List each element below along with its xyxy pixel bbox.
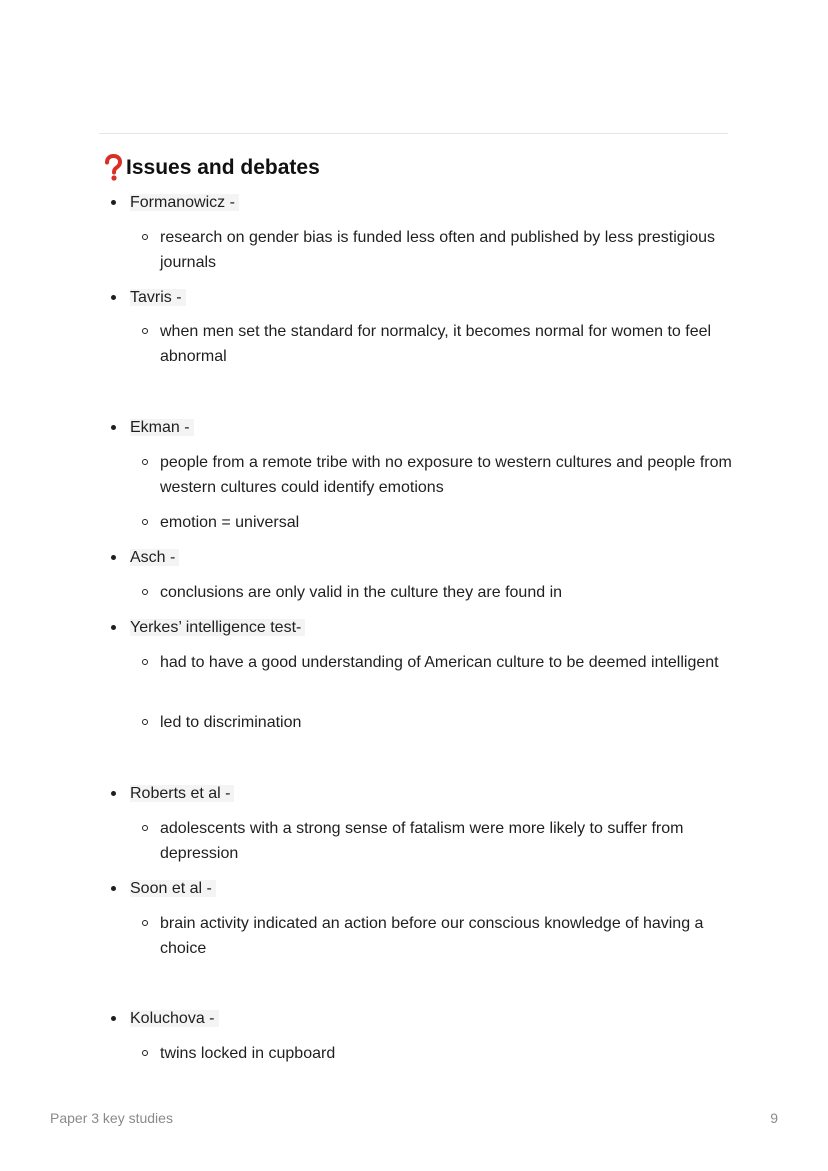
item-label: Soon et al - <box>130 880 216 897</box>
sub-item-text: adolescents with a strong sense of fatalism were more likely to suffer from depression <box>160 820 684 862</box>
sub-list-item <box>160 710 740 735</box>
sub-list-item <box>160 1041 740 1066</box>
list-item <box>130 545 179 570</box>
sub-list-item <box>160 816 740 866</box>
sub-bullet <box>142 589 148 595</box>
sub-item-text: emotion = universal <box>160 514 300 531</box>
section-divider <box>99 133 728 134</box>
sub-bullet <box>142 825 148 831</box>
sub-list-item <box>160 650 740 675</box>
item-label: Asch - <box>130 549 179 566</box>
sub-bullet <box>142 328 148 334</box>
list-item <box>130 415 194 440</box>
item-label: Koluchova - <box>130 1010 219 1027</box>
sub-item-text: when men set the standard for normalcy, it becomes normal for women to feel abnormal <box>160 323 712 365</box>
bullet <box>111 791 116 796</box>
sub-bullet <box>142 920 148 926</box>
sub-bullet <box>142 459 148 465</box>
item-label: Ekman - <box>130 419 194 436</box>
sub-list-item <box>160 580 740 605</box>
list-item <box>130 285 186 310</box>
footer-title: Paper 3 key studies <box>50 1110 173 1126</box>
sub-bullet <box>142 234 148 240</box>
sub-item-text: brain activity indicated an action before our conscious knowledge of having a choice <box>160 915 704 957</box>
list-item <box>130 781 234 806</box>
list-item <box>130 876 216 901</box>
list-item <box>130 615 305 640</box>
sub-bullet <box>142 519 148 525</box>
sub-bullet <box>142 1050 148 1056</box>
sub-item-text: led to discrimination <box>160 714 302 731</box>
sub-bullet <box>142 719 148 725</box>
section-heading <box>102 153 320 183</box>
sub-item-text: people from a remote tribe with no exposure to western cultures and people from western cultures could identify emotions <box>160 454 732 496</box>
page-number: 9 <box>770 1110 778 1126</box>
sub-list-item <box>160 319 740 369</box>
sub-list-item <box>160 911 740 961</box>
item-label: Yerkes’ intelligence test- <box>130 619 305 636</box>
bullet <box>111 295 116 300</box>
sub-item-text: research on gender bias is funded less often and published by less prestigious journals <box>160 229 716 271</box>
sub-item-text: conclusions are only valid in the culture they are found in <box>160 584 563 601</box>
bullet <box>111 555 116 560</box>
item-label: Roberts et al - <box>130 785 234 802</box>
bullet <box>111 1016 116 1021</box>
item-label: Tavris - <box>130 289 186 306</box>
sub-list-item <box>160 510 740 535</box>
sub-list-item <box>160 450 740 500</box>
bullet <box>111 425 116 430</box>
sub-bullet <box>142 659 148 665</box>
sub-item-text: twins locked in cupboard <box>160 1045 336 1062</box>
list-item <box>130 190 239 215</box>
bullet <box>111 200 116 205</box>
section-title: Issues and debates <box>126 156 320 179</box>
bullet <box>111 625 116 630</box>
list-item <box>130 1006 219 1031</box>
item-label: Formanowicz - <box>130 194 239 211</box>
sub-list-item <box>160 225 740 275</box>
sub-item-text: had to have a good understanding of American culture to be deemed intelligent <box>160 654 719 671</box>
bullet <box>111 886 116 891</box>
red-question-mark-icon <box>102 154 124 182</box>
